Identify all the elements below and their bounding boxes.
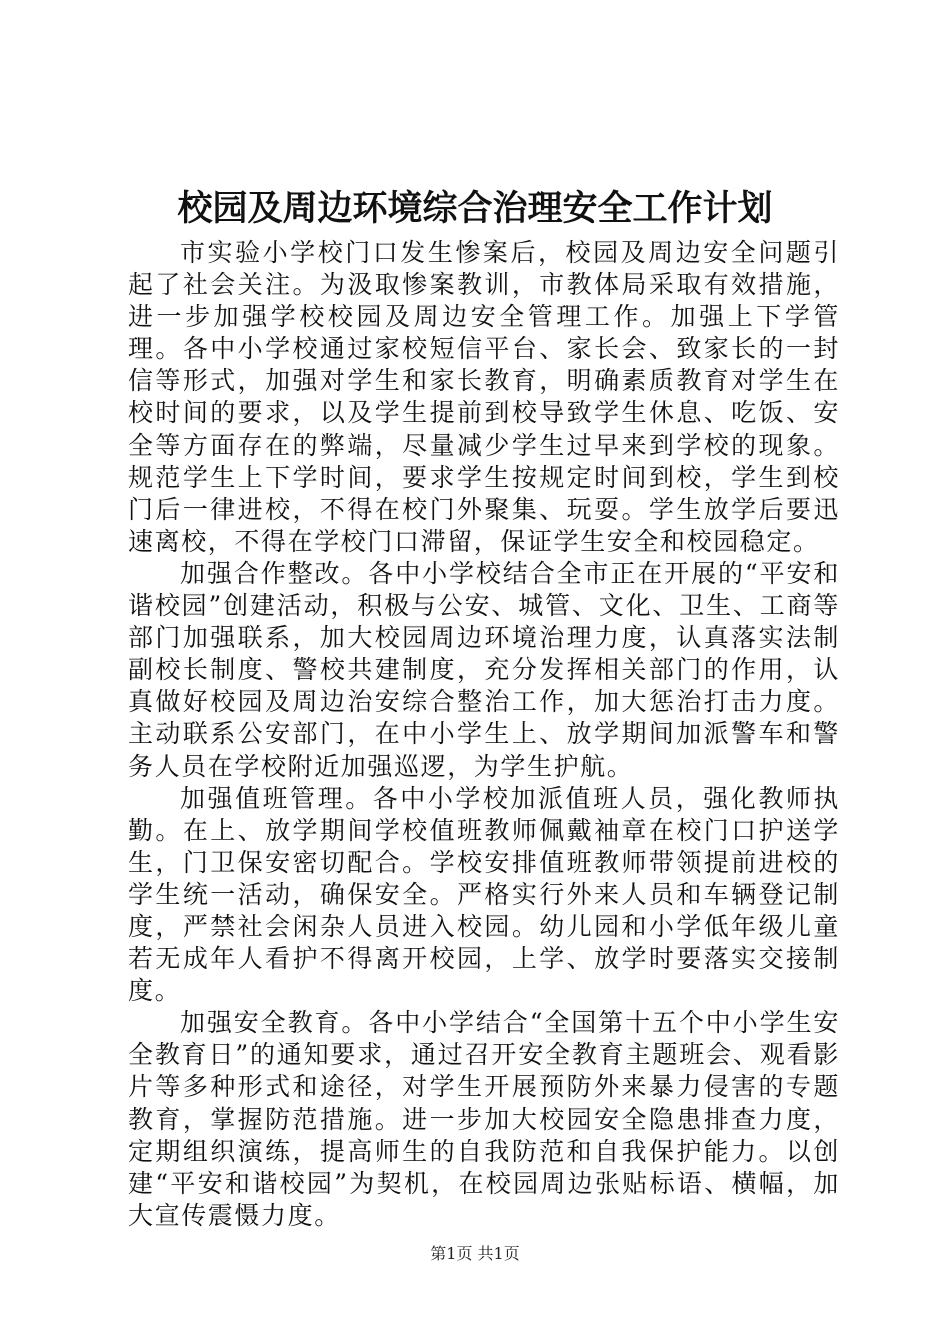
document-title: 校园及周边环境综合治理安全工作计划 xyxy=(177,188,773,229)
document-body xyxy=(128,237,840,1232)
paragraph-4: 加强安全教育。各中小学结合“全国第十五个中小学生安全教育日”的通知要求，通过召开安全教育主题班会、观看影片等多种形式和途径，对学生开展预防外来暴力侵害的专题教育，掌握防范措施。进一步加大校园安全隐患排查力度，定期组织演练，提高师生的自我防范和自我保护能力。以创建“平安和谐校园”为契机，在校园周边张贴标语、横幅，加大宣传震慑力度。 xyxy=(128,1008,840,1230)
paragraph-2: 加强合作整改。各中小学校结合全市正在开展的“平安和谐校园”创建活动，积极与公安、城管、文化、卫生、工商等部门加强联系，加大校园周边环境治理力度，认真落实法制副校长制度、警校共建制度，充分发挥相关部门的作用，认真做好校园及周边治安综合整治工作，加大惩治打击力度。主动联系公安部门，在中小学生上、放学期间加派警车和警务人员在学校附近加强巡逻，为学生护航。 xyxy=(128,558,840,781)
page-footer: 第1页 共1页 xyxy=(430,1244,520,1263)
paragraph-1: 市实验小学校门口发生惨案后，校园及周边安全问题引起了社会关注。为汲取惨案教训，市教体局采取有效措施，进一步加强学校校园及周边安全管理工作。加强上下学管理。各中小学校通过家校短信平台、家长会、致家长的一封信等形式，加强对学生和家长教育，明确素质教育对学生在校时间的要求，以及学生提前到校导致学生休息、吃饭、安全等方面存在的弊端，尽量减少学生过早来到学校的现象。规范学生上下学时间，要求学生按规定时间到校，学生到校门后一律进校，不得在校门外聚集、玩耍。学生放学后要迅速离校，不得在学校门口滞留，保证学生安全和校园稳定。 xyxy=(128,238,840,556)
paragraph-3: 加强值班管理。各中小学校加派值班人员，强化教师执勤。在上、放学期间学校值班教师佩戴袖章在校门口护送学生，门卫保安密切配合。学校安排值班教师带领提前进校的学生统一活动，确保安全。严格实行外来人员和车辆登记制度，严禁社会闲杂人员进入校园。幼儿园和小学低年级儿童若无成年人看护不得离开校园，上学、放学时要落实交接制度。 xyxy=(128,783,840,1006)
